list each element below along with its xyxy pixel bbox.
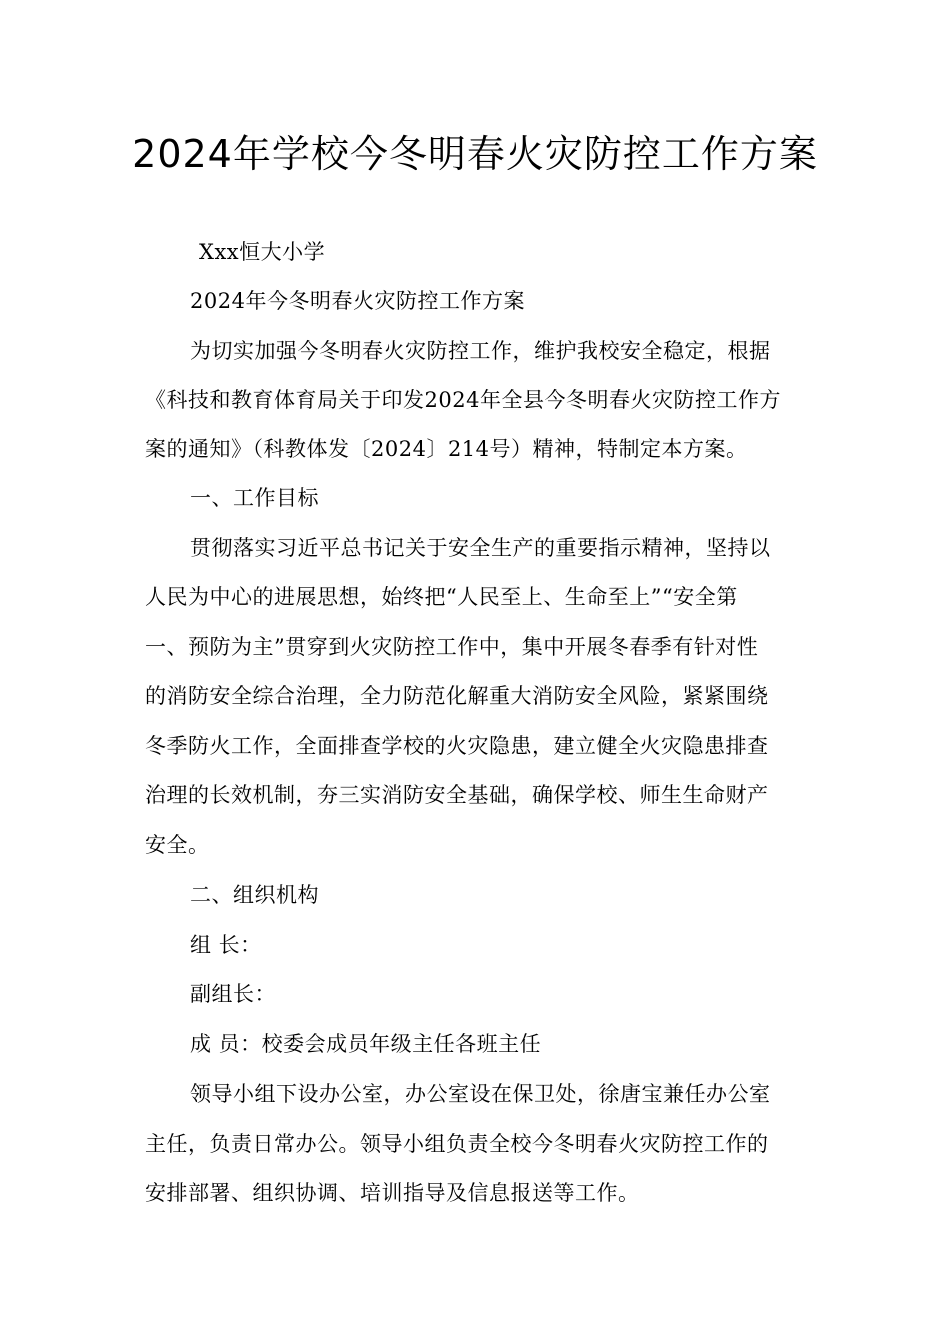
office-line: 安排部署、组织协调、培训指导及信息报送等工作。 — [145, 1181, 640, 1205]
document-title: 2024年学校今冬明春火灾防控工作方案 — [132, 132, 818, 176]
intro-line: 案的通知》（科教体发〔2024〕214号）精神，特制定本方案。 — [145, 437, 748, 461]
office-line: 主任，负责日常办公。领导小组负责全校今冬明春火灾防控工作的 — [145, 1132, 769, 1156]
section-heading-organization: 二、组织机构 — [190, 883, 319, 907]
leader-line: 组 长： — [190, 933, 262, 957]
document-subtitle: 2024年今冬明春火灾防控工作方案 — [190, 289, 525, 313]
intro-line: 为切实加强今冬明春火灾防控工作，维护我校安全稳定，根据 — [190, 339, 771, 363]
office-line: 领导小组下设办公室，办公室设在保卫处，徐唐宝兼任办公室 — [190, 1082, 771, 1106]
goals-line: 安全。 — [145, 833, 210, 857]
goals-line: 一、预防为主”贯穿到火灾防控工作中，集中开展冬春季有针对性 — [145, 635, 759, 659]
goals-line: 人民为中心的进展思想，始终把“人民至上、生命至上”“安全第 — [145, 585, 738, 609]
intro-line: 《科技和教育体育局关于印发2024年全县今冬明春火灾防控工作方 — [145, 388, 781, 412]
goals-line: 治理的长效机制，夯三实消防安全基础，确保学校、师生生命财产 — [145, 783, 769, 807]
section-heading-goals: 一、工作目标 — [190, 486, 319, 510]
goals-line: 的消防安全综合治理，全力防范化解重大消防安全风险，紧紧围绕 — [145, 684, 769, 708]
members-line: 成 员：校委会成员年级主任各班主任 — [190, 1032, 542, 1056]
goals-line: 冬季防火工作，全面排查学校的火灾隐患，建立健全火灾隐患排查 — [145, 734, 769, 758]
goals-line: 贯彻落实习近平总书记关于安全生产的重要指示精神，坚持以 — [190, 536, 771, 560]
deputy-leader-line: 副组长： — [190, 982, 276, 1006]
school-name: Xxx恒大小学 — [199, 240, 326, 264]
